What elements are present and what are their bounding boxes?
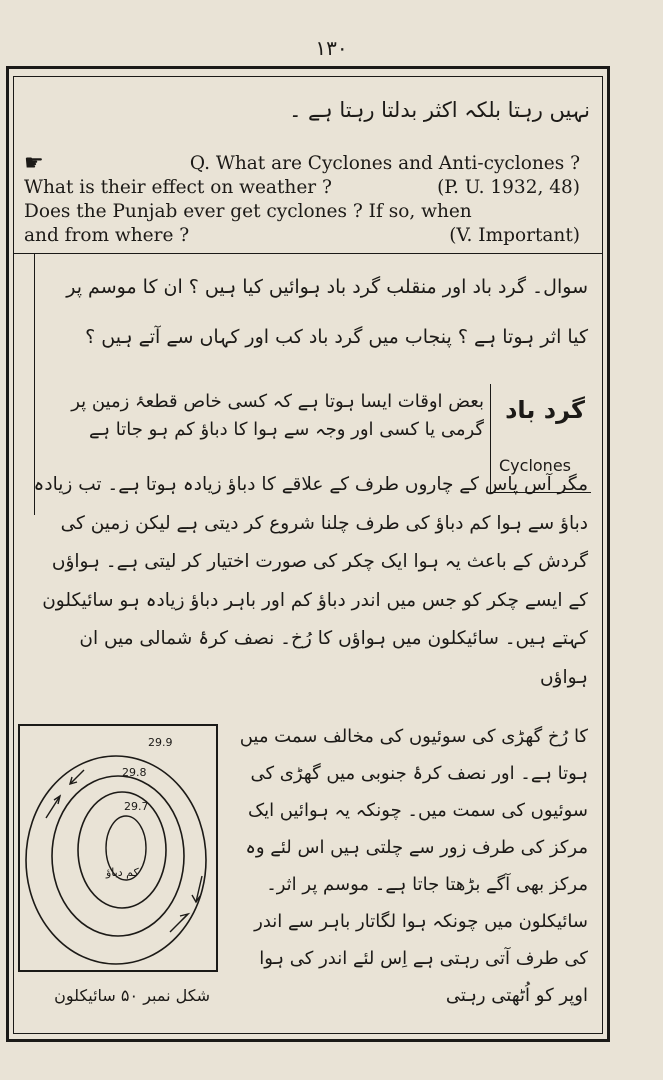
pointing-hand-icon: ☛ <box>24 151 44 176</box>
question-line-1 <box>24 152 580 176</box>
section-divider <box>14 253 602 254</box>
question-english <box>24 152 580 248</box>
question-text-4: and from where ? <box>24 225 190 246</box>
wind-arrow <box>46 796 60 818</box>
question-text-1: Q. What are Cyclones and Anti-cyclones ? <box>189 153 580 174</box>
isobar-inner-label: 29.7 <box>124 800 149 813</box>
heading-english: Cyclones <box>499 456 571 475</box>
center-label: کم دباؤ <box>106 866 139 879</box>
isobar-middle-label: 29.8 <box>122 766 147 779</box>
isobar-middle <box>52 776 184 936</box>
cyclone-figure <box>18 724 218 972</box>
isobar-inner <box>78 792 166 908</box>
question-line-4 <box>24 224 580 248</box>
heading-urdu: گرد باد <box>505 396 585 424</box>
figure-caption: شکل نمبر ۵۰ سائیکلون <box>54 986 210 1005</box>
question-line-3 <box>24 200 580 224</box>
question-line-2 <box>24 176 580 200</box>
cyclone-diagram <box>20 726 216 970</box>
question-text-2: What is their effect on weather ? <box>24 177 332 198</box>
wind-arrow-head <box>180 914 188 920</box>
importance-note: (V. Important) <box>449 225 580 246</box>
question-reference: (P. U. 1932, 48) <box>437 177 580 198</box>
page-number: ۱۳۰ <box>315 36 348 60</box>
intro-line: نہیں رہتا بلکہ اکثر بدلتا رہتا ہے ۔ <box>289 98 590 122</box>
isobar-outer-label: 29.9 <box>148 736 173 749</box>
paragraph-beside-figure: کا رُخ گھڑی کی سوئیوں کی مخالف سمت میں ہوتا ہے۔ اور نصف کرۂ جنوبی میں گھڑی کی سوئیوں کی سمت میں۔ چونکہ یہ ہوائیں ایک مرکز کی طرف زور سے چلتی ہیں اس لئے وہ مرکز بھی آگے بڑھتا جاتا ہے۔ موسم پر اثر۔ سائیکلون میں چونکہ ہوا لگاتار باہر سے اندر کی طرف آتی رہتی ہے اِس لئے اندر کی ہوا اوپر کو اُٹھتی رہتی <box>239 726 588 1006</box>
paragraph-main: مگر آس پاس کے چاروں طرف کے علاقے کا دباؤ زیادہ ہوتا ہے۔ تب زیادہ دباؤ سے ہوا کم دباؤ کی طرف چلنا شروع کر دیتی ہے لیکن زمین کی گردش کے باعث یہ ہوا ایک چکر کی صورت اختیار کر لیتی ہے۔ ہواؤں کے ایسے چکر کو جس میں اندر دباؤ کم اور باہر دباؤ زیادہ ہو سائیکلون کہتے ہیں۔ سائیکلون میں ہواؤں کا رُخ۔ نصف کرۂ شمالی میں ان ہواؤں <box>33 474 588 688</box>
wind-arrow <box>70 770 84 784</box>
isobar-outer <box>26 756 206 964</box>
question-text-3: Does the Punjab ever get cyclones ? If so, when <box>24 201 472 222</box>
paragraph-beside-heading: بعض اوقات ایسا ہوتا ہے کہ کسی خاص قطعۂ زمین پر گرمی یا کسی اور وجہ سے ہوا کا دباؤ کم ہو جاتا ہے <box>71 391 484 440</box>
question-urdu: سوال۔ گرد باد اور منقلب گرد باد ہوائیں کیا ہیں ؟ ان کا موسم پر کیا اثر ہوتا ہے ؟ پنجاب میں گرد باد کب اور کہاں سے آتے ہیں ؟ <box>66 276 588 348</box>
